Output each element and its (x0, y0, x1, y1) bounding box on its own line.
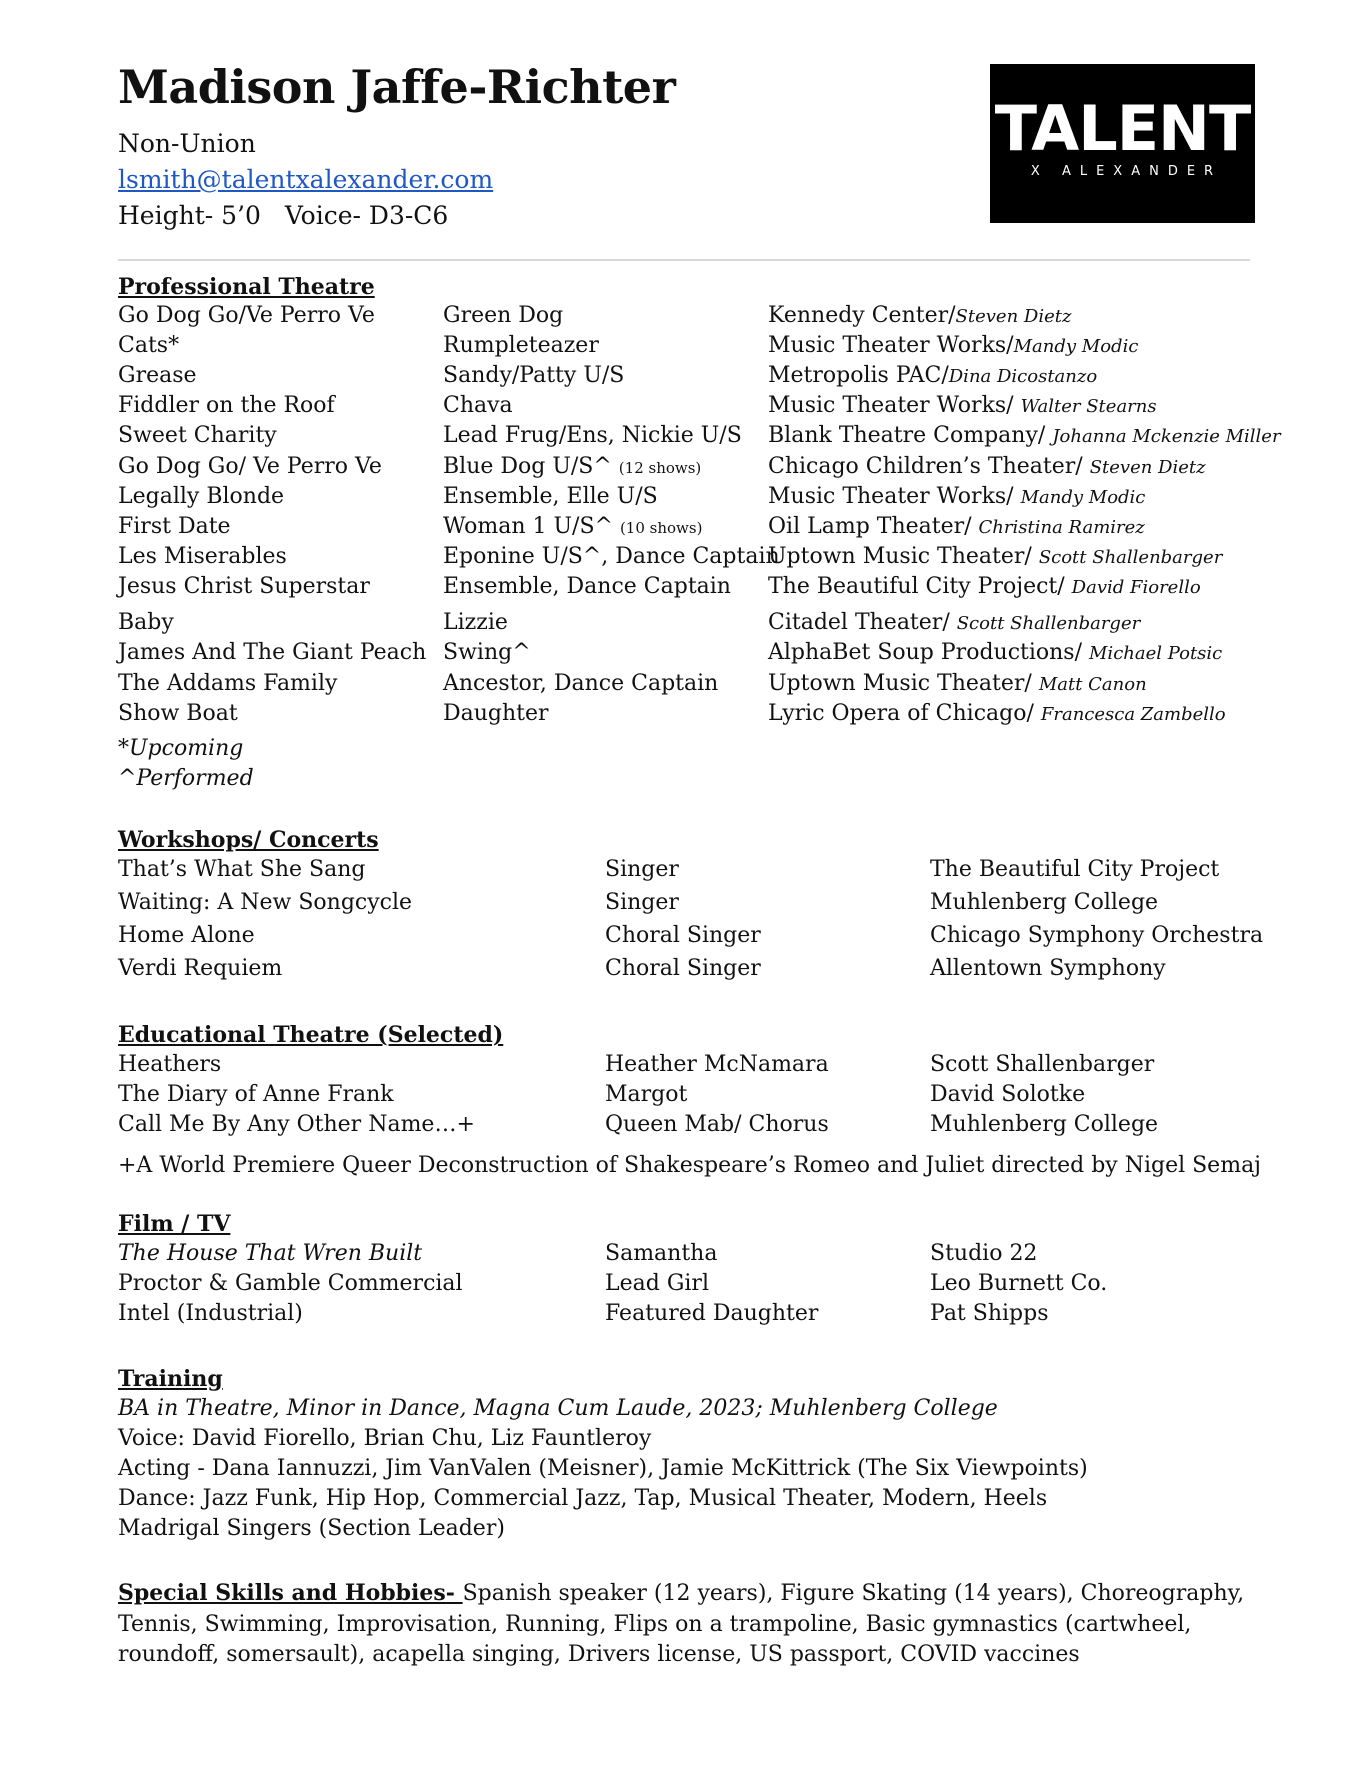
workshop-org: Muhlenberg College (930, 890, 1159, 915)
film-role: Samantha (605, 1241, 718, 1266)
credit-venue-text: Citadel Theater/ (768, 610, 957, 635)
workshop-title: That’s What She Sang (118, 857, 366, 882)
edu-show: The Diary of Anne Frank (118, 1082, 394, 1107)
film-title: Intel (Industrial) (118, 1301, 303, 1326)
credit-venue-text: Uptown Music Theater/ (768, 671, 1039, 696)
credit-show: Grease (118, 363, 197, 388)
credit-director: Francesca Zambello (1040, 704, 1226, 725)
credit-role-note: (10 shows) (619, 519, 703, 537)
section-film-title: Film / TV (118, 1211, 231, 1237)
credit-role-text: Swing^ (443, 640, 531, 665)
credit-venue-text: Chicago Children’s Theater/ (768, 454, 1090, 479)
film-title: Proctor & Gamble Commercial (118, 1271, 463, 1296)
credit-role (443, 363, 624, 388)
film-company: Studio 22 (930, 1241, 1038, 1266)
credit-role-text: Chava (443, 393, 513, 418)
workshop-title: Waiting: A New Songcycle (118, 890, 413, 915)
credit-role (443, 514, 702, 539)
voice-stat: Voice- D3-C6 (284, 201, 449, 230)
section-workshops-title: Workshops/ Concerts (118, 827, 379, 853)
credit-show: Sweet Charity (118, 423, 277, 448)
credit-director: Mandy Modic (1013, 336, 1139, 357)
training-voice: Voice: David Fiorello, Brian Chu, Liz Fauntleroy (118, 1426, 652, 1451)
credit-venue (768, 671, 1147, 696)
section-educational-title: Educational Theatre (Selected) (118, 1022, 504, 1048)
edu-director: Muhlenberg College (930, 1112, 1159, 1137)
credit-venue (768, 640, 1222, 665)
credit-director: David Fiorello (1071, 577, 1201, 598)
credit-role-text: Ancestor, Dance Captain (443, 671, 719, 696)
credit-venue (768, 333, 1138, 358)
credit-role-text: Ensemble, Elle U/S (443, 484, 658, 509)
credit-show: Legally Blonde (118, 484, 285, 509)
credit-venue-text: Music Theater Works/ (768, 484, 1021, 509)
credit-show: Show Boat (118, 701, 238, 726)
credit-director: Steven Dietz (1089, 457, 1206, 478)
logo-subtitle: X ALEXANDER (1030, 164, 1223, 179)
credit-venue-text: Music Theater Works/ (768, 393, 1021, 418)
credit-role-text: Blue Dog U/S^ (443, 454, 619, 479)
credit-role-note: (12 shows) (618, 459, 702, 477)
credit-role-text: Green Dog (443, 303, 564, 328)
section-professional-title: Professional Theatre (118, 274, 375, 300)
credit-venue (768, 514, 1145, 539)
credit-venue-text: Oil Lamp Theater/ (768, 514, 979, 539)
logo-wordmark: TALENT (994, 92, 1251, 165)
credit-venue (768, 363, 1097, 388)
credit-show: The Addams Family (118, 671, 338, 696)
credit-venue-text: Metropolis PAC/ (768, 363, 949, 388)
edu-show: Heathers (118, 1052, 222, 1077)
credit-role (443, 544, 780, 569)
workshop-role: Choral Singer (605, 923, 761, 948)
credit-role (443, 701, 549, 726)
credit-venue (768, 544, 1222, 569)
credit-role (443, 484, 658, 509)
credit-venue (768, 484, 1145, 509)
credit-venue (768, 393, 1157, 418)
credit-role-text: Eponine U/S^, Dance Captain (443, 544, 780, 569)
film-role: Lead Girl (605, 1271, 709, 1296)
credit-director: Walter Stearns (1020, 396, 1157, 417)
credit-director: Scott Shallenbarger (1038, 547, 1223, 568)
credit-venue-text: Music Theater Works/ (768, 333, 1014, 358)
credit-show: James And The Giant Peach (118, 640, 427, 665)
credit-venue (768, 574, 1201, 599)
credit-role-text: Lizzie (443, 610, 508, 635)
skills-text: Spanish speaker (12 years), Figure Skating (14 years), Choreography, Tennis, Swimming, Improvisation, Running, Flips on a trampoline, Basic gymnastics (cartwheel, roundoff, somersault), acapella singing, Drivers license, US passport, COVID vaccines (118, 1581, 1245, 1667)
resume-name: Madison Jaffe-Richter (118, 60, 676, 114)
credit-role (443, 671, 718, 696)
credit-role-text: Rumpleteazer (443, 333, 599, 358)
credit-role (443, 333, 599, 358)
talent-logo (990, 64, 1255, 223)
edu-role: Heather McNamara (605, 1052, 829, 1077)
note-upcoming: *Upcoming (118, 736, 244, 761)
credit-role-text: Lead Frug/Ens, Nickie U/S (443, 423, 742, 448)
edu-role: Margot (605, 1082, 688, 1107)
workshop-role: Singer (605, 890, 679, 915)
film-role: Featured Daughter (605, 1301, 819, 1326)
credit-director: Scott Shallenbarger (956, 613, 1141, 634)
credit-director: Dina Dicostanzo (948, 366, 1098, 387)
contact-block (118, 126, 493, 234)
training-madrigal: Madrigal Singers (Section Leader) (118, 1516, 505, 1541)
credit-venue (768, 423, 1281, 448)
credit-venue-text: Lyric Opera of Chicago/ (768, 701, 1041, 726)
credit-venue (768, 701, 1226, 726)
credit-venue (768, 610, 1140, 635)
edu-role: Queen Mab/ Chorus (605, 1112, 829, 1137)
credit-venue-text: The Beautiful City Project/ (768, 574, 1072, 599)
credit-show: Cats* (118, 333, 180, 358)
workshop-title: Home Alone (118, 923, 255, 948)
edu-director: David Solotke (930, 1082, 1086, 1107)
special-skills (118, 1578, 1258, 1671)
workshop-org: The Beautiful City Project (930, 857, 1220, 882)
credit-show: Jesus Christ Superstar (118, 574, 370, 599)
credit-show: First Date (118, 514, 231, 539)
edu-director: Scott Shallenbarger (930, 1052, 1155, 1077)
credit-role (443, 610, 508, 635)
workshop-title: Verdi Requiem (118, 956, 283, 981)
workshop-org: Allentown Symphony (930, 956, 1166, 981)
film-company: Leo Burnett Co. (930, 1271, 1108, 1296)
credit-venue (768, 454, 1206, 479)
credit-role (443, 454, 701, 479)
film-company: Pat Shipps (930, 1301, 1049, 1326)
workshop-org: Chicago Symphony Orchestra (930, 923, 1264, 948)
film-title: The House That Wren Built (118, 1241, 423, 1266)
credit-role-text: Sandy/Patty U/S (443, 363, 625, 388)
credit-venue (768, 303, 1071, 328)
credit-director: Christina Ramirez (978, 517, 1145, 538)
credit-show: Go Dog Go/ Ve Perro Ve (118, 454, 382, 479)
credit-role-text: Woman 1 U/S^ (443, 514, 620, 539)
credit-director: Matt Canon (1038, 674, 1147, 695)
credit-director: Michael Potsic (1089, 643, 1223, 664)
training-degree: BA in Theatre, Minor in Dance, Magna Cum Laude, 2023; Muhlenberg College (118, 1396, 998, 1421)
credit-role-text: Ensemble, Dance Captain (443, 574, 731, 599)
credit-director: Mandy Modic (1020, 487, 1146, 508)
credit-show: Go Dog Go/Ve Perro Ve (118, 303, 375, 328)
credit-role (443, 640, 531, 665)
section-training-title: Training (118, 1366, 223, 1392)
credit-role-text: Daughter (443, 701, 549, 726)
edu-show: Call Me By Any Other Name…+ (118, 1112, 475, 1137)
credit-venue-text: Kennedy Center/ (768, 303, 956, 328)
workshop-role: Singer (605, 857, 679, 882)
header-divider (118, 259, 1250, 261)
credit-show: Les Miserables (118, 544, 287, 569)
credit-role (443, 303, 563, 328)
training-acting: Acting - Dana Iannuzzi, Jim VanValen (Meisner), Jamie McKittrick (The Six Viewpoints) (118, 1456, 1088, 1481)
credit-venue-text: AlphaBet Soup Productions/ (768, 640, 1089, 665)
educational-footnote: +A World Premiere Queer Deconstruction of Shakespeare’s Romeo and Juliet directed by Nigel Semaj (118, 1153, 1262, 1178)
credit-venue-text: Uptown Music Theater/ (768, 544, 1039, 569)
union-status: Non-Union (118, 129, 256, 158)
skills-label: Special Skills and Hobbies- (118, 1580, 463, 1606)
height-stat: Height- 5’0 (118, 201, 261, 230)
credit-director: Johanna Mckenzie Miller (1052, 426, 1281, 447)
credit-role (443, 574, 731, 599)
credit-role (443, 393, 513, 418)
credit-venue-text: Blank Theatre Company/ (768, 423, 1053, 448)
credit-show: Baby (118, 610, 174, 635)
note-performed: ^Performed (118, 766, 254, 791)
credit-director: Steven Dietz (955, 306, 1072, 327)
credit-role (443, 423, 742, 448)
training-dance: Dance: Jazz Funk, Hip Hop, Commercial Jazz, Tap, Musical Theater, Modern, Heels (118, 1486, 1048, 1511)
workshop-role: Choral Singer (605, 956, 761, 981)
stats-line (118, 198, 493, 234)
credit-show: Fiddler on the Roof (118, 393, 335, 418)
email-link[interactable]: lsmith@talentxalexander.com (118, 165, 494, 194)
